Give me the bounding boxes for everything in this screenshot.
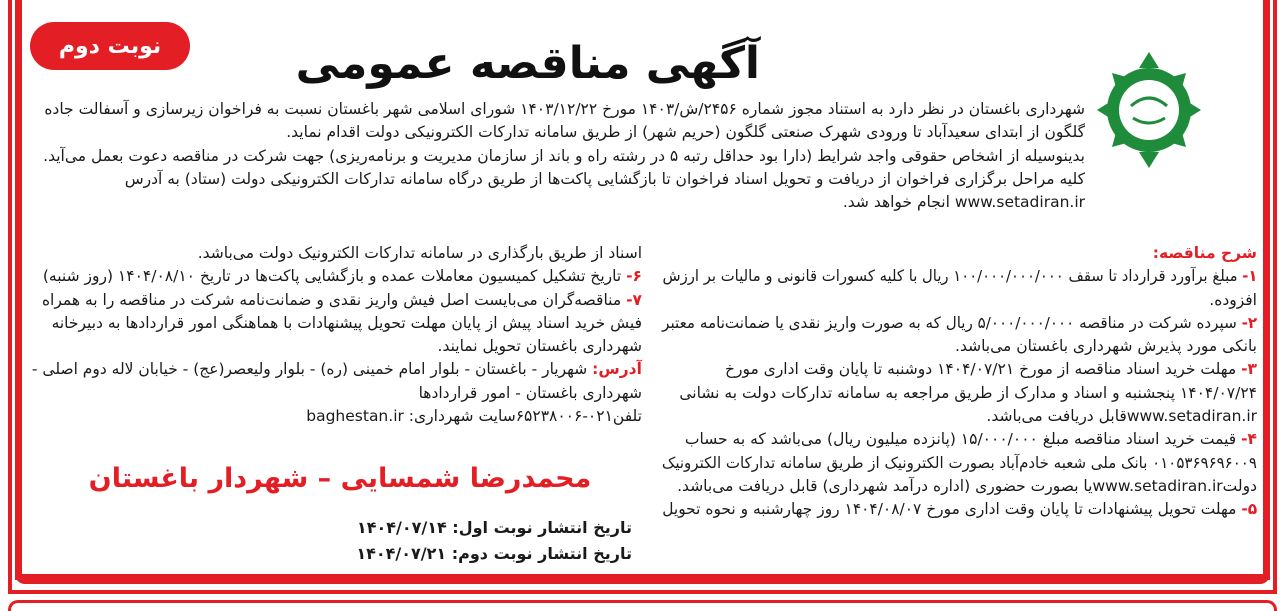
item-number: ۷- bbox=[626, 290, 642, 309]
signature-text: محمدرضا شمسایی – شهردار باغستان bbox=[88, 463, 592, 494]
signature bbox=[40, 462, 640, 496]
item-text: مبلغ برآورد قرارداد تا سقف ۱۰۰/۰۰۰/۰۰۰/۰۰۰ ریال با کلیه کسورات قانونی و مالیات بر ارزش bbox=[662, 267, 1238, 286]
frame-border-left bbox=[15, 0, 22, 580]
address bbox=[32, 358, 642, 381]
intro-line: کلیه مراحل برگزاری فراخوان از دریافت و تحویل اسناد فراخوان تا بازگشایی پاکت‌ها از طریق درگاه سامانه تدارکات الکترونیکی دولت (ستاد) به آدرس bbox=[124, 169, 1085, 188]
item-text: ۱۴۰۴/۰۷/۲۴ پنجشنبه و اسناد و مدارک از طریق مراجعه به سامانه تدارکات دولت به نشانی bbox=[679, 383, 1257, 402]
intro-line: شهرداری باغستان در نظر دارد به استناد مجوز شماره ۲۴۵۶/ش/۱۴۰۳ مورخ ۱۴۰۳/۱۲/۲۲ شورای اسلامی شهر باغستان نسبت به فراخوان زیرسازی و آسفالت جاده bbox=[44, 100, 1085, 118]
right-column bbox=[662, 242, 1257, 522]
list-item bbox=[662, 312, 1257, 335]
item-text: فیش خرید اسناد پیش از پایان مهلت تحویل پیشنهادات با هماهنگی امور قراردادها به دبیرخانه bbox=[51, 313, 642, 332]
item-text: مناقصه‌گران می‌بایست اصل فیش واریز نقدی و ضمانت‌نامه شرکت در مناقصه را به همراه bbox=[41, 290, 622, 309]
item-text: شهرداری باغستان تحویل نمایند. bbox=[437, 337, 642, 356]
frame-border-right bbox=[1263, 0, 1270, 580]
intro-line: گلگون از ابتدای سعیدآباد تا ورودی شهرک صنعتی گلگون (حریم شهر) از طریق سامانه تدارکات الکترونیکی دولت اقدام نماید. bbox=[286, 123, 1085, 142]
item-text: ۰۱۰۵۳۶۹۶۹۶۰۰۹ بانک ملی شعبه خادم‌آباد بصورت الکترونیک از طریق سامانه تدارکات الکترونیک bbox=[662, 453, 1257, 472]
item-text: تاریخ تشکیل کمیسیون معاملات عمده و بازگشایی پاکت‌ها در تاریخ ۱۴۰۴/۰۸/۱۰ (روز شنبه) bbox=[42, 267, 622, 286]
item-text: مهلت خرید اسناد مناقصه از مورخ ۱۴۰۴/۰۷/۲۱ دوشنبه تا پایان وقت اداری مورخ bbox=[724, 360, 1237, 379]
list-item bbox=[43, 265, 642, 288]
address-text: شهریار - باغستان - بلوار امام خمینی (ره) - بلوار ولیعصر(عج) - خیابان لاله دوم اصلی - bbox=[32, 360, 588, 379]
item-number: ۲- bbox=[1241, 313, 1257, 332]
item-number: ۵- bbox=[1241, 500, 1257, 519]
first-publish-date: تاریخ انتشار نوبت اول: ۱۴۰۴/۰۷/۱۴ bbox=[356, 518, 632, 537]
item-text: سپرده شرکت در مناقصه ۵/۰۰۰/۰۰۰/۰۰۰ ریال که به صورت واریز نقدی یا ضمانت‌نامه معتبر bbox=[662, 313, 1237, 332]
publish-dates bbox=[32, 515, 632, 567]
item-text: مهلت تحویل پیشنهادات تا پایان وقت اداری مورخ ۱۴۰۴/۰۸/۰۷ روز چهارشنبه و نحوه تحویل bbox=[662, 500, 1237, 519]
list-item bbox=[42, 289, 642, 312]
second-publish-date: تاریخ انتشار نوبت دوم: ۱۴۰۴/۰۷/۲۱ bbox=[356, 544, 632, 563]
contact-info: تلفن۰۲۱-۶۵۲۳۸۰۰۶سایت شهرداری: baghestan.ir bbox=[306, 407, 642, 426]
item-number: ۴- bbox=[1241, 430, 1257, 449]
item-text: اسناد از طریق بارگذاری در سامانه تدارکات الکترونیک دولت می‌باشد. bbox=[197, 244, 642, 262]
item-text: www.setadiran.irقابل دریافت می‌باشد. bbox=[986, 407, 1257, 426]
list-item bbox=[685, 428, 1257, 451]
item-number: ۱- bbox=[1241, 267, 1257, 286]
page-title: آگهی مناقصه عمومی bbox=[295, 38, 760, 89]
item-text: قیمت خرید اسناد مناقصه مبلغ ۱۵/۰۰۰/۰۰۰ (پانزده میلیون ریال) می‌باشد که به حساب bbox=[684, 430, 1237, 449]
frame-border-right-outer bbox=[1273, 0, 1277, 592]
address-text: شهرداری باغستان - امور قراردادها bbox=[418, 383, 642, 402]
list-item bbox=[662, 265, 1257, 288]
next-ad-frame-top bbox=[8, 600, 1277, 611]
item-text: بانکی مورد پذیرش شهرداری باغستان می‌باشد. bbox=[955, 337, 1257, 356]
left-column bbox=[32, 242, 642, 428]
frame-border-left-outer bbox=[8, 0, 12, 592]
intro-line: بدینوسیله از اشخاص حقوقی واجد شرایط (دارا بود حداقل رتبه ۵ در رشته راه و باند از سازمان مدیریت و برنامه‌ریزی) جهت شرکت در مناقصه دعوت بعمل می‌آید. bbox=[43, 146, 1085, 165]
publication-round-badge: نوبت دوم bbox=[30, 22, 190, 70]
item-text: افزوده. bbox=[1209, 290, 1257, 309]
item-number: ۶- bbox=[626, 267, 642, 286]
list-item bbox=[662, 498, 1257, 521]
list-item bbox=[725, 358, 1257, 381]
frame-border-bottom-line bbox=[8, 590, 1277, 594]
address-label: آدرس: bbox=[592, 360, 642, 379]
item-text: دولتwww.setadiran.irیا بصورت حضوری (اداره درآمد شهرداری) قابل دریافت می‌باشد. bbox=[677, 476, 1257, 495]
item-number: ۳- bbox=[1241, 360, 1257, 379]
frame-border-bottom bbox=[15, 574, 1270, 584]
section-title: شرح مناقصه: bbox=[1152, 244, 1257, 262]
intro-line: www.setadiran.ir انجام خواهد شد. bbox=[842, 193, 1085, 212]
intro-paragraph bbox=[30, 98, 1085, 214]
municipality-logo bbox=[1095, 40, 1203, 180]
